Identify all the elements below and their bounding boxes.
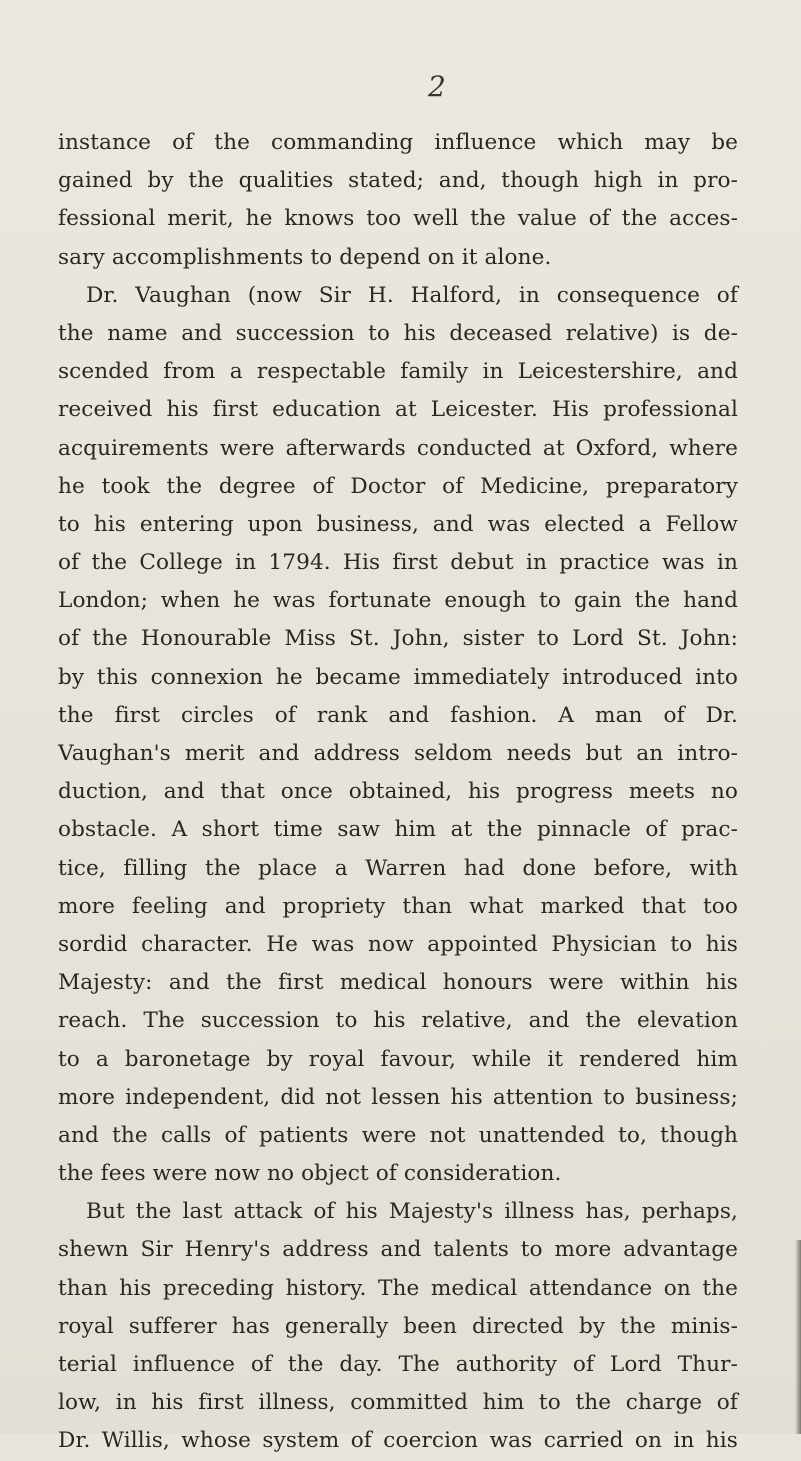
text-line-15: by this connexion he became immediately introduced into	[58, 664, 738, 690]
text-line-1: instance of the commanding influence which may be	[58, 130, 738, 155]
text-line-33: terial influence of the day. The authority of Lord Thur-	[58, 1352, 738, 1377]
text-line-14: of the Honourable Miss St. John, sister to Lord St. John:	[58, 626, 738, 652]
text-line-2: gained by the qualities stated; and, though high in pro-	[58, 168, 738, 194]
text-line-35: Dr. Willis, whose system of coercion was carried on in his	[58, 1428, 738, 1454]
text-line-27: and the calls of patients were not unattended to, though	[58, 1122, 738, 1148]
text-line-34: low, in his first illness, committed him to the charge of	[58, 1390, 738, 1416]
text-line-26: more independent, did not lessen his attention to business;	[58, 1084, 738, 1110]
text-line-5: Dr. Vaughan (now Sir H. Halford, in consequence of	[86, 282, 738, 308]
text-line-30: shewn Sir Henry's address and talents to more advantage	[58, 1237, 738, 1263]
text-line-18: duction, and that once obtained, his progress meets no	[58, 779, 738, 805]
text-line-16: the first circles of rank and fashion. A man of Dr.	[58, 702, 738, 728]
text-line-8: received his first education at Leicester. His professional	[58, 397, 738, 423]
text-line-31: than his preceding history. The medical attendance on the	[58, 1275, 738, 1301]
body-text	[58, 124, 738, 1461]
text-line-6: the name and succession to his deceased relative) is de-	[58, 320, 738, 346]
text-line-11: to his entering upon business, and was elected a Fellow	[58, 511, 738, 537]
text-line-13: London; when he was fortunate enough to gain the hand	[58, 588, 738, 614]
text-line-21: more feeling and propriety than what marked that too	[58, 893, 738, 919]
text-line-3: fessional merit, he knows too well the value of the acces-	[58, 206, 738, 232]
text-line-32: royal sufferer has generally been directed by the minis-	[58, 1313, 738, 1339]
text-line-10: he took the degree of Doctor of Medicine, preparatory	[58, 473, 738, 499]
text-line-23: Majesty: and the first medical honours were within his	[58, 970, 738, 996]
text-line-20: tice, filling the place a Warren had done before, with	[58, 855, 738, 881]
text-line-24: reach. The succession to his relative, and the elevation	[58, 1008, 738, 1034]
page-binding-shadow	[795, 1240, 801, 1434]
text-line-9: acquirements were afterwards conducted at Oxford, where	[58, 435, 738, 461]
text-line-4: sary accomplishments to depend on it alone.	[58, 244, 552, 270]
text-line-25: to a baronetage by royal favour, while it rendered him	[58, 1046, 738, 1072]
text-line-28: the fees were now no object of consideration.	[58, 1161, 562, 1187]
text-line-17: Vaughan's merit and address seldom needs but an intro-	[58, 741, 738, 766]
text-line-19: obstacle. A short time saw him at the pinnacle of prac-	[58, 817, 738, 843]
text-line-22: sordid character. He was now appointed Physician to his	[58, 931, 738, 957]
text-line-12: of the College in 1794. His first debut in practice was in	[58, 550, 738, 576]
text-line-7: scended from a respectable family in Leicestershire, and	[58, 359, 738, 385]
page-number: 2	[428, 70, 446, 103]
text-line-29: But the last attack of his Majesty's illness has, perhaps,	[86, 1199, 738, 1225]
